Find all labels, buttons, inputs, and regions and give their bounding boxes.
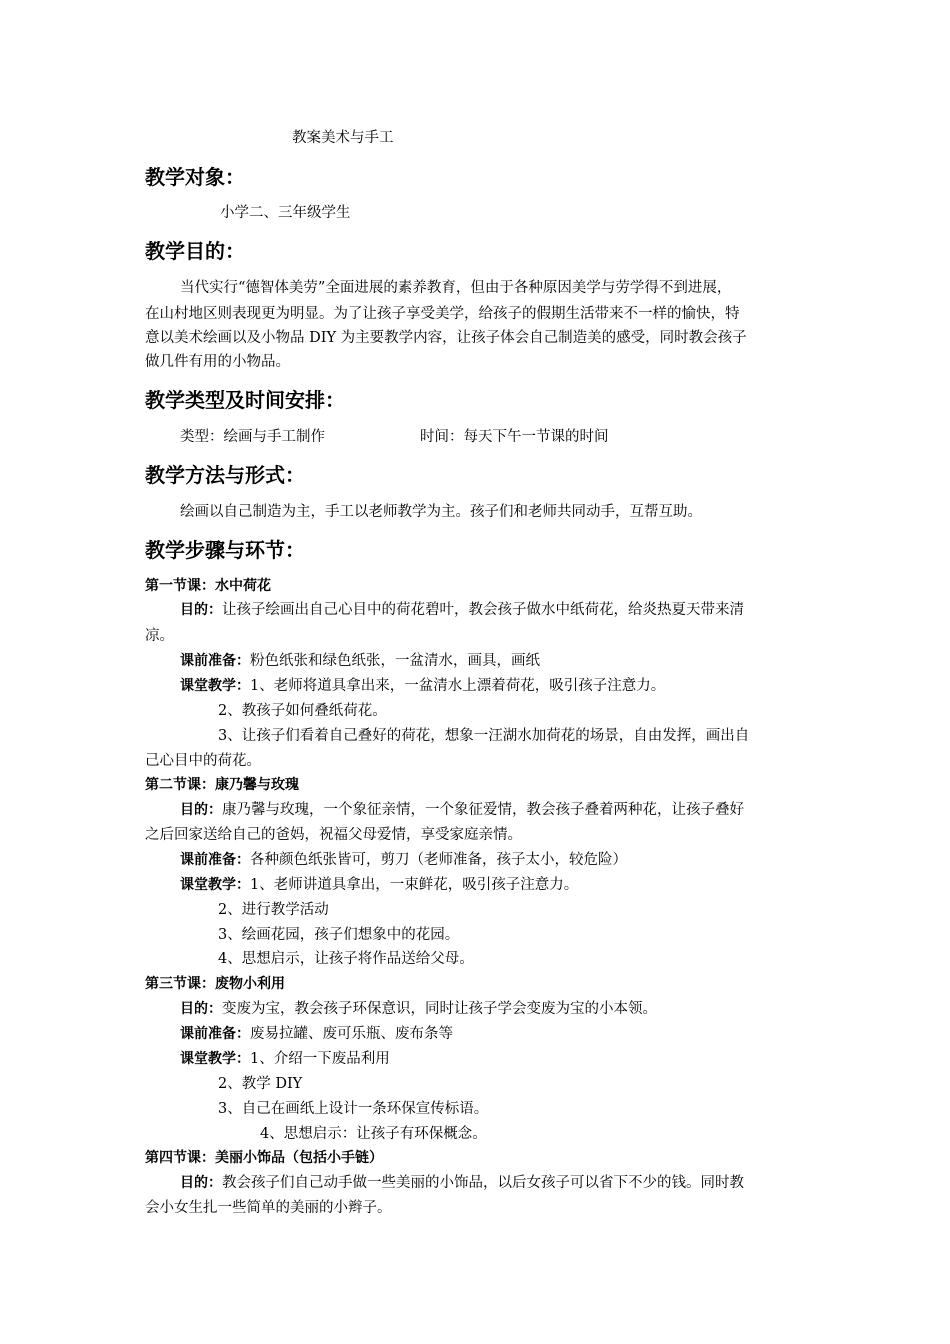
lesson-prep bbox=[180, 850, 627, 870]
goal-text: 教会孩子们自己动手做一些美丽的小饰品，以后女孩子可以省下不少的钱。同时教 bbox=[222, 1175, 744, 1191]
teach-step: 3、绘画花园，孩子们想象中的花园。 bbox=[218, 927, 460, 943]
lesson-title: 第二节课：康乃馨与玫瑰 bbox=[145, 777, 299, 793]
teach-step: 4、思想启示：让孩子有环保概念。 bbox=[260, 1126, 487, 1142]
type-text: 类型：绘画与手工制作 bbox=[180, 429, 325, 445]
prep-text: 废易拉罐、废可乐瓶、废布条等 bbox=[250, 1026, 453, 1042]
teach-step: 4、思想启示，让孩子将作品送给父母。 bbox=[218, 951, 474, 967]
heading-type-time: 教学类型及时间安排： bbox=[145, 388, 345, 412]
prep-label: 课前准备： bbox=[180, 653, 250, 669]
teach-step: 2、教孩子如何叠纸荷花。 bbox=[218, 703, 387, 719]
teach-text: 1、老师将道具拿出来，一盆清水上漂着荷花，吸引孩子注意力。 bbox=[250, 678, 666, 694]
teach-text: 1、介绍一下废品利用 bbox=[250, 1051, 390, 1067]
purpose-line: 意以美术绘画以及小物品 DIY 为主要教学内容，让孩子体会自己制造美的感受，同时教会孩子 bbox=[145, 330, 747, 346]
lesson-goal-cont: 之后回家送给自己的爸妈，祝福父母爱情，享受家庭亲情。 bbox=[145, 827, 522, 843]
goal-label: 目的： bbox=[180, 1175, 222, 1191]
target-text: 小学二、三年级学生 bbox=[220, 205, 351, 221]
heading-steps: 教学步骤与环节： bbox=[145, 538, 305, 562]
heading-target: 教学对象： bbox=[145, 165, 245, 189]
goal-label: 目的： bbox=[180, 602, 222, 618]
prep-label: 课前准备： bbox=[180, 852, 250, 868]
method-text: 绘画以自己制造为主，手工以老师教学为主。孩子们和老师共同动手，互帮互助。 bbox=[180, 504, 702, 520]
teach-label: 课堂教学： bbox=[180, 1051, 250, 1067]
lesson-goal bbox=[180, 600, 744, 620]
prep-text: 各种颜色纸张皆可，剪刀（老师准备，孩子太小，较危险） bbox=[250, 852, 627, 868]
goal-text: 让孩子绘画出自己心目中的荷花碧叶，教会孩子做水中纸荷花，给炎热夏天带来清 bbox=[222, 602, 744, 618]
teach-step-cont: 己心目中的荷花。 bbox=[145, 753, 261, 769]
heading-method: 教学方法与形式： bbox=[145, 463, 305, 487]
teach-step: 3、自己在画纸上设计一条环保宣传标语。 bbox=[218, 1101, 489, 1117]
lesson-goal bbox=[180, 999, 657, 1019]
lesson-goal-cont: 凉。 bbox=[145, 628, 174, 644]
goal-label: 目的： bbox=[180, 802, 222, 818]
purpose-line: 在山村地区则表现更为明显。为了让孩子享受美学，给孩子的假期生活带来不一样的愉快，特 bbox=[145, 306, 740, 322]
lesson-goal bbox=[180, 1173, 744, 1193]
lesson-goal-cont: 会小女生扎一些简单的美丽的小辫子。 bbox=[145, 1200, 392, 1216]
teach-label: 课堂教学： bbox=[180, 877, 250, 893]
teach-step: 2、进行教学活动 bbox=[218, 902, 329, 918]
lesson-title: 第一节课：水中荷花 bbox=[145, 578, 271, 594]
purpose-line: 当代实行“德智体美劳”全面进展的素养教育，但由于各种原因美学与劳学得不到进展， bbox=[180, 280, 732, 296]
lesson-title: 第三节课：废物小利用 bbox=[145, 976, 285, 992]
teach-step: 2、教学 DIY bbox=[218, 1076, 303, 1092]
lesson-teach bbox=[180, 676, 665, 696]
prep-text: 粉色纸张和绿色纸张，一盆清水，画具，画纸 bbox=[250, 653, 540, 669]
doc-title: 教案美术与手工 bbox=[292, 130, 394, 146]
teach-label: 课堂教学： bbox=[180, 678, 250, 694]
lesson-goal bbox=[180, 800, 744, 820]
lesson-prep bbox=[180, 651, 540, 671]
goal-text: 康乃馨与玫瑰，一个象征亲情，一个象征爱情，教会孩子叠着两种花，让孩子叠好 bbox=[222, 802, 744, 818]
purpose-line: 做几件有用的小物品。 bbox=[145, 354, 290, 370]
lesson-teach bbox=[180, 1049, 390, 1069]
time-text: 时间：每天下午一节课的时间 bbox=[420, 429, 609, 445]
teach-text: 1、老师讲道具拿出，一束鲜花，吸引孩子注意力。 bbox=[250, 877, 579, 893]
lesson-prep bbox=[180, 1024, 453, 1044]
goal-label: 目的： bbox=[180, 1001, 222, 1017]
teach-step: 3、让孩子们看着自己叠好的荷花，想象一汪湖水加荷花的场景，自由发挥，画出自 bbox=[218, 728, 750, 744]
lesson-teach bbox=[180, 875, 578, 895]
lesson-title: 第四节课：美丽小饰品（包括小手链） bbox=[145, 1150, 383, 1166]
heading-purpose: 教学目的： bbox=[145, 239, 245, 263]
goal-text: 变废为宝，教会孩子环保意识，同时让孩子学会变废为宝的小本领。 bbox=[222, 1001, 657, 1017]
prep-label: 课前准备： bbox=[180, 1026, 250, 1042]
